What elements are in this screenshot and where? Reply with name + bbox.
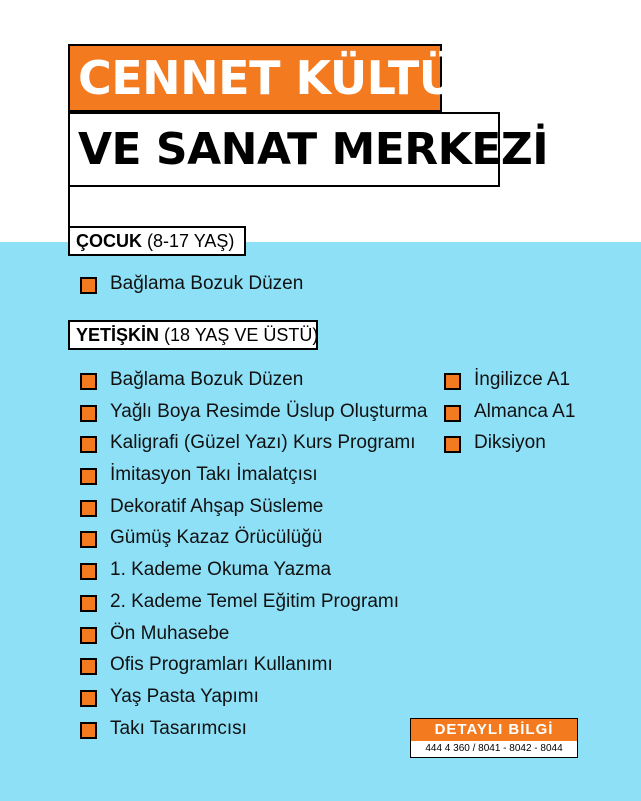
bullet-square-icon [444, 405, 461, 422]
list-item [80, 620, 440, 652]
list-item [444, 398, 604, 430]
list-item [80, 524, 440, 556]
list-item [80, 398, 440, 430]
list-item [80, 556, 440, 588]
info-box [410, 718, 578, 758]
cocuk-course-list [80, 270, 400, 302]
course-name: Bağlama Bozuk Düzen [110, 369, 304, 390]
bullet-square-icon [444, 373, 461, 390]
course-name: Bağlama Bozuk Düzen [110, 273, 304, 294]
course-name: İmitasyon Takı İmalatçısı [110, 464, 318, 486]
list-item [80, 651, 440, 683]
list-item [80, 588, 440, 620]
course-name: Ofis Programları Kullanımı [110, 654, 333, 676]
section-label-cocuk [68, 226, 246, 256]
course-name: Gümüş Kazaz Örücülüğü [110, 527, 323, 549]
course-name: Ön Muhasebe [110, 622, 230, 644]
bullet-square-icon [80, 436, 97, 453]
yetiskin-course-list [80, 366, 440, 746]
list-item [444, 366, 604, 398]
info-phone: 444 4 360 / 8041 - 8042 - 8044 [425, 743, 563, 754]
bullet-square-icon [444, 436, 461, 453]
section-label-yetiskin-rest: (18 YAŞ VE ÜSTÜ) [159, 325, 319, 345]
course-name: Almanca A1 [474, 400, 576, 422]
bullet-square-icon [80, 468, 97, 485]
info-title: DETAYLI BİLGİ [411, 719, 577, 741]
course-name: Yaş Pasta Yapımı [110, 685, 259, 707]
bullet-square-icon [80, 405, 97, 422]
course-name: Dekoratif Ahşap Süsleme [110, 495, 324, 517]
bullet-square-icon [80, 595, 97, 612]
course-name: Diksiyon [474, 432, 546, 454]
title-line-1: CENNET KÜLTÜR [68, 44, 442, 112]
list-item [80, 683, 440, 715]
bullet-square-icon [80, 500, 97, 517]
bullet-square-icon [80, 563, 97, 580]
bullet-square-icon [80, 722, 97, 739]
bullet-square-icon [80, 277, 97, 294]
course-name: Yağlı Boya Resimde Üslup Oluşturma [110, 400, 428, 422]
section-label-yetiskin-bold: YETİŞKİN [76, 325, 160, 345]
course-name: Takı Tasarımcısı [110, 717, 247, 739]
title-line-2: VE SANAT MERKEZİ [68, 112, 500, 187]
course-name: 2. Kademe Temel Eğitim Programı [110, 590, 399, 612]
list-item [80, 366, 440, 398]
course-name: İngilizce A1 [474, 369, 571, 390]
section-label-cocuk-rest: (8-17 YAŞ) [142, 231, 235, 251]
bullet-square-icon [80, 531, 97, 548]
section-label-yetiskin [68, 320, 318, 350]
yetiskin-language-list [444, 366, 604, 461]
course-name: Kaligrafi (Güzel Yazı) Kurs Programı [110, 432, 416, 454]
list-item [80, 493, 440, 525]
list-item [444, 429, 604, 461]
bullet-square-icon [80, 658, 97, 675]
section-label-cocuk-bold: ÇOCUK [76, 231, 142, 251]
list-item [80, 715, 440, 747]
course-name: 1. Kademe Okuma Yazma [110, 559, 332, 581]
bullet-square-icon [80, 373, 97, 390]
bullet-square-icon [80, 690, 97, 707]
bullet-square-icon [80, 627, 97, 644]
list-item [80, 429, 440, 461]
list-item [80, 270, 400, 302]
list-item [80, 461, 440, 493]
